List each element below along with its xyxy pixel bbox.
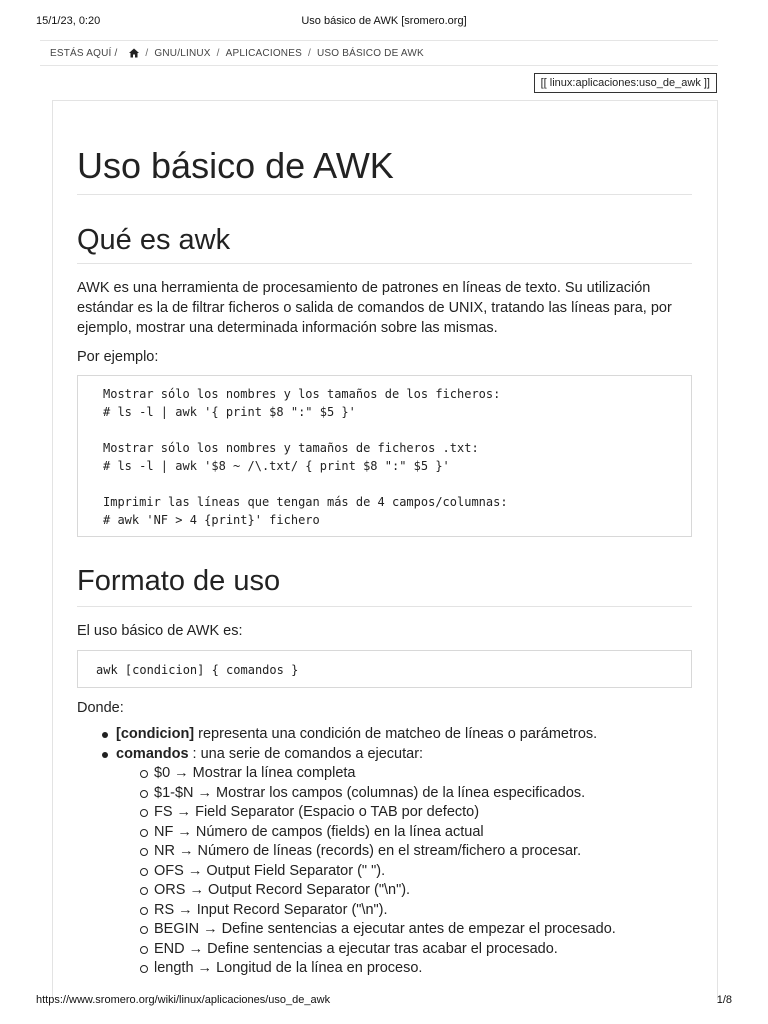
list-item xyxy=(100,725,700,745)
list-text: : una serie de comandos a ejecutar: xyxy=(188,745,424,762)
pagename-button[interactable]: [[ linux:aplicaciones:uso_de_awk ]] xyxy=(534,73,717,93)
breadcrumb: ESTÁS AQUÍ / / GNU/LINUX / APLICACIONES / USO BÁSICO DE AWK xyxy=(40,40,718,66)
code-line: Mostrar sólo los nombres y los tamaños de los ficheros: xyxy=(103,387,501,401)
code-line: # awk 'NF > 4 {print}' fichero xyxy=(103,513,320,527)
code-line: # ls -l | awk '{ print $8 ":" $5 }' xyxy=(103,405,356,419)
section-divider xyxy=(77,263,692,264)
sublist-item: BEGIN → Define sentencias a ejecutar antes de empezar el procesado. xyxy=(116,920,700,940)
list-term: [condicion] xyxy=(116,726,195,742)
breadcrumb-prefix: ESTÁS AQUÍ / xyxy=(50,47,118,59)
print-doc-title: Uso básico de AWK [sromero.org] xyxy=(301,15,467,27)
sublist-item: OFS → Output Field Separator (" "). xyxy=(116,862,700,882)
intro-paragraph: AWK es una herramienta de procesamiento de patrones en líneas de texto. Su utilización estándar es la de filtrar ficheros o salida de comandos de UNIX, tratando las líneas para, por ejemplo, mostrar una determinada información sobre las mismas. xyxy=(77,280,672,336)
example-label: Por ejemplo: xyxy=(77,349,159,365)
code-line: awk [condicion] { comandos } xyxy=(96,663,299,677)
commands-sublist xyxy=(116,764,700,979)
sublist-item: NR → Número de líneas (records) en el stream/fichero a procesar. xyxy=(116,842,700,862)
code-line: Mostrar sólo los nombres y tamaños de ficheros .txt: xyxy=(103,441,479,455)
list-item xyxy=(100,745,700,979)
sublist-item: $1-$N → Mostrar los campos (columnas) de la línea especificados. xyxy=(116,784,700,804)
list-text: representa una condición de matcheo de líneas o parámetros. xyxy=(194,726,598,742)
code-block-syntax xyxy=(77,650,692,688)
sublist-item: RS → Input Record Separator ("\n"). xyxy=(116,901,700,921)
usage-list xyxy=(100,725,700,979)
code-line: # ls -l | awk '$8 ~ /\.txt/ { print $8 ":" $5 }' xyxy=(103,459,450,473)
sublist-item: END → Define sentencias a ejecutar tras acabar el procesado. xyxy=(116,940,700,960)
print-url: https://www.sromero.org/wiki/linux/aplicaciones/uso_de_awk xyxy=(36,994,331,1006)
section-divider xyxy=(77,606,692,607)
list-term: comandos xyxy=(116,745,189,762)
code-line xyxy=(103,475,691,493)
print-page-number: 1/8 xyxy=(716,994,732,1006)
home-icon[interactable] xyxy=(129,47,139,60)
code-block-examples xyxy=(77,375,692,537)
sublist-item: FS → Field Separator (Espacio o TAB por defecto) xyxy=(116,803,700,823)
donde-label: Donde: xyxy=(77,700,124,716)
sublist-item: length → Longitud de la línea en proceso. xyxy=(116,959,700,979)
print-header xyxy=(0,0,768,27)
code-line: Imprimir las líneas que tengan más de 4 campos/columnas: xyxy=(103,495,508,509)
breadcrumb-link-current[interactable]: USO BÁSICO DE AWK xyxy=(316,47,424,59)
section-heading-que-es-awk: Qué es awk xyxy=(77,224,231,256)
sublist-item: NF → Número de campos (fields) en la línea actual xyxy=(116,823,700,843)
title-divider xyxy=(77,194,692,195)
code-line xyxy=(103,421,691,439)
sublist-item: ORS → Output Record Separator ("\n"). xyxy=(116,881,700,901)
page-title: Uso básico de AWK xyxy=(77,145,394,186)
breadcrumb-link-gnu-linux[interactable]: GNU/LINUX xyxy=(154,47,211,59)
print-datetime: 15/1/23, 0:20 xyxy=(36,15,101,27)
sublist-item: $0 → Mostrar la línea completa xyxy=(116,764,700,784)
section-heading-formato-de-uso: Formato de uso xyxy=(77,565,281,597)
breadcrumb-link-aplicaciones[interactable]: APLICACIONES xyxy=(225,47,302,59)
usage-intro: El uso básico de AWK es: xyxy=(77,623,243,639)
print-footer xyxy=(0,992,768,1016)
